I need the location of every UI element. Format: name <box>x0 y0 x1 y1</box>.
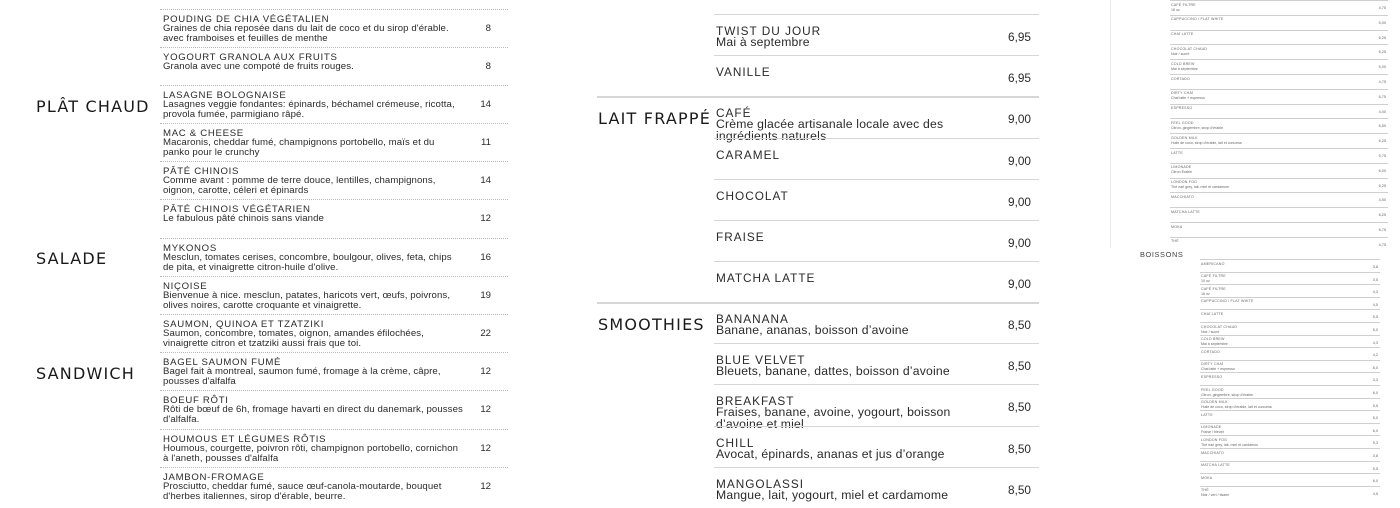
thumbnail-row <box>1170 89 1388 104</box>
item-description: Avocat, épinards, ananas et jus d’orange <box>716 447 945 461</box>
item-price: 12 <box>480 404 491 415</box>
thumbnail-row <box>1200 372 1380 385</box>
menu-item <box>714 343 1039 384</box>
thumbnail-item-price: 6,25 <box>1378 183 1386 188</box>
item-description: Rôti de bœuf de 6h, fromage havarti en direct du danemark, pousses d'alfalfa. <box>163 404 463 426</box>
menu-item <box>714 467 1039 508</box>
item-price: 11 <box>481 137 491 148</box>
thumbnail-row <box>1200 297 1380 310</box>
thumbnail-item-sub: Mai à septembre <box>1171 66 1198 71</box>
item-price: 6,95 <box>1008 30 1031 44</box>
thumbnail-item-sub: Thé earl grey, lait, miel et cardamom <box>1171 185 1230 190</box>
thumbnail-row <box>1200 335 1380 348</box>
thumbnail-item-sub: Huile de coco, sirop d'érable, lait et curcuma <box>1201 405 1272 410</box>
thumbnail-row <box>1200 272 1380 285</box>
menu-item <box>714 14 1039 55</box>
thumbnail-item-price: 5,0 <box>1372 328 1378 332</box>
thumbnail-item-sub: 16 oz <box>1201 291 1210 296</box>
item-price: 8,50 <box>1008 442 1031 456</box>
item-description: Mesclun, tomates cerises, concombre, boulgour, olives, feta, chips de pita, et vinaigrette citron-huile d'olive. <box>163 252 452 274</box>
thumbnail-item-name: CORTADO <box>1201 349 1221 354</box>
thumbnail-row <box>1170 59 1388 74</box>
item-price: 22 <box>480 328 491 339</box>
thumbnail-row <box>1170 222 1388 237</box>
thumbnail-row <box>1200 309 1380 322</box>
thumbnail-item-name: CAPPUCCINO / FLAT WHITE <box>1171 17 1224 22</box>
menu-item <box>160 123 508 161</box>
thumbnail-item-price: 5,00 <box>1378 65 1386 70</box>
thumbnail-item-name: MOKA <box>1171 224 1183 229</box>
thumbnail-row <box>1170 118 1388 133</box>
thumbnail-item-name: MATCHA LATTE <box>1171 209 1201 214</box>
drinks-menu-panel <box>590 0 1050 500</box>
item-description: Bagel fait à montreal, saumon fumé, fromage à la crème, câpre, pousses d'alfalfa <box>163 366 441 388</box>
thumbnail-item-price: 5,3 <box>1372 441 1378 446</box>
thumbnail-item-price: 6,0 <box>1372 391 1378 395</box>
thumbnail-item-name: MOKA <box>1201 475 1213 480</box>
thumbnail-item-sub: Fraise / bleuet <box>1201 430 1224 435</box>
thumbnail-item-sub: 10 oz <box>1201 279 1210 284</box>
thumbnail-row <box>1200 486 1380 499</box>
item-description: Crème glacée artisanale locale avec des ingrédients naturels <box>716 117 944 143</box>
section-title: SMOOTHIES <box>598 315 705 334</box>
menu-item <box>160 314 508 352</box>
thumbnail-row <box>1200 435 1380 448</box>
item-price: 8,50 <box>1008 400 1031 414</box>
thumbnail-item-sub: 16 oz <box>1171 7 1180 12</box>
thumbnail-item-sub: Citron, gingembre, sirop d'érable <box>1201 392 1254 397</box>
thumbnail-row <box>1170 44 1388 59</box>
thumbnail-item-name: MACCHIATO <box>1171 194 1195 199</box>
item-name: BANANANA <box>716 312 789 326</box>
thumbnail-item-name: GOLDEN MILK <box>1201 400 1228 405</box>
thumbnail-row <box>1200 473 1380 486</box>
thumbnail-item-name: LIMONADE <box>1201 425 1222 430</box>
thumbnail-item-sub: Huile de coco, sirop d'érable, lait et curcuma <box>1171 140 1242 145</box>
item-price: 8,50 <box>1008 483 1031 497</box>
thumbnail-item-name: LATTE <box>1171 150 1183 155</box>
section-title: LAIT FRAPPÉ <box>598 109 712 128</box>
thumbnail-item-name: THÉ <box>1171 239 1179 244</box>
menu-item <box>714 96 1039 143</box>
section-title: SANDWICH <box>36 364 136 383</box>
thumbnail-item-price: 6,25 <box>1378 50 1386 55</box>
item-name: TWIST DU JOUR <box>716 24 822 38</box>
item-description: Macaronis, cheddar fumé, champignons portobello, maïs et du panko pour le crunchy <box>163 137 435 159</box>
menu-item <box>714 302 1039 343</box>
thumbnail-item-name: COLD BREW <box>1171 61 1195 66</box>
thumbnail-row <box>1170 148 1388 163</box>
thumbnail-item-name: CAFÉ FILTRE <box>1201 274 1226 279</box>
menu-item <box>160 276 508 314</box>
thumbnail-item-sub: Noir / vert / tisane <box>1201 493 1230 498</box>
thumbnail-item-sub: Thé earl grey, lait, miel et cardamon <box>1201 442 1259 447</box>
drinks-thumbnail-top <box>1110 0 1386 248</box>
thumbnail-item-price: 3,8 <box>1372 454 1378 458</box>
thumbnail-item-name: GOLDEN MILK <box>1171 135 1198 140</box>
section-title: PLÂT CHAUD <box>36 97 150 116</box>
menu-item <box>714 220 1039 261</box>
item-description: Prosciutto, cheddar fumé, sauce œuf-canola-moutarde, bouquet d'herbes italiennes, sirop d'érable, beurre. <box>163 481 442 503</box>
menu-item <box>714 261 1039 302</box>
thumbnail-row <box>1200 360 1380 373</box>
thumbnail-row <box>1200 385 1380 398</box>
thumbnail-item-sub: Noir / sucré <box>1171 51 1190 56</box>
thumbnail-row <box>1170 163 1388 178</box>
menu-item <box>160 85 508 123</box>
thumbnail-item-name: CAFÉ FILTRE <box>1171 2 1196 7</box>
thumbnail-item-price: 6,0 <box>1372 365 1378 370</box>
thumbnail-row <box>1170 0 1388 15</box>
item-name: NIÇOISE <box>163 281 208 292</box>
thumbnail-row <box>1170 178 1388 193</box>
item-name: BREAKFAST <box>716 394 795 408</box>
thumbnail-item-name: LONDON FOG <box>1201 437 1228 442</box>
menu-item <box>714 426 1039 467</box>
thumbnail-item-sub: Chai latte + espresso <box>1201 367 1235 372</box>
item-price: 12 <box>480 481 491 492</box>
menu-item <box>714 384 1039 431</box>
thumbnail-row <box>1170 74 1388 89</box>
item-name: CHILL <box>716 436 755 450</box>
thumbnail-item-price: 4,3 <box>1372 340 1378 345</box>
thumbnail-item-price: 6,25 <box>1378 139 1386 144</box>
thumbnail-item-price: 6,75 <box>1378 94 1386 99</box>
menu-item <box>160 9 508 47</box>
thumbnail-item-price: 4,2 <box>1372 353 1378 358</box>
thumbnail-row <box>1170 192 1388 207</box>
item-name: HOUMOUS ET LÉGUMES RÔTIS <box>163 434 327 445</box>
thumbnail-item-price: 4,75 <box>1378 242 1386 247</box>
drinks-thumbnail-bottom <box>1200 258 1380 500</box>
item-price: 6,95 <box>1008 71 1031 85</box>
section-title: SALADE <box>36 249 108 268</box>
thumbnail-item-sub: Mai à septembre <box>1201 342 1228 347</box>
item-name: MATCHA LATTE <box>716 271 816 285</box>
thumbnail-item-name: ESPRESSO <box>1201 374 1223 379</box>
menu-item <box>160 47 508 85</box>
thumbnail-row <box>1200 398 1380 411</box>
item-price: 14 <box>480 175 491 186</box>
menu-item <box>714 138 1039 179</box>
item-price: 8,50 <box>1008 318 1031 332</box>
item-description: Saumon, concombre, tomates, oignon, amandes éfilochées, vinaigrette citron et tzatziki aussi frais que toi. <box>163 328 424 350</box>
item-name: JAMBON-FROMAGE <box>163 472 265 483</box>
menu-item <box>160 199 508 238</box>
thumbnail-item-name: MACCHIATO <box>1201 450 1225 455</box>
item-price: 19 <box>480 290 491 301</box>
item-name: YOGOURT GRANOLA AUX FRUITS <box>163 52 338 63</box>
item-price: 8,50 <box>1008 359 1031 373</box>
thumbnail-item-name: CAPPUCCINO / FLAT WHITE <box>1201 299 1254 304</box>
item-description: Comme avant : pomme de terre douce, lentilles, champignons, oignon, carotte, céleri et épinards <box>163 175 436 197</box>
thumbnail-item-price: 5,0 <box>1372 416 1378 421</box>
thumbnail-row <box>1200 461 1380 474</box>
item-name: SAUMON, QUINOA ET TZATZIKI <box>163 319 325 330</box>
thumbnail-item-price: 5,5 <box>1372 403 1378 408</box>
thumbnail-item-price: 6,0 <box>1372 479 1378 484</box>
item-name: CAFÉ <box>716 106 752 120</box>
item-name: VANILLE <box>716 65 771 79</box>
item-name: MYKONOS <box>163 243 217 254</box>
item-description: Bienvenue à nice. mesclun, patates, haricots vert, œufs, poivrons, olives noires, carotte croquante et vinaigrette. <box>163 290 451 312</box>
item-name: BOEUF RÔTI <box>163 395 229 406</box>
item-description: Mai à septembre <box>716 35 810 49</box>
item-price: 12 <box>480 366 491 377</box>
menu-item <box>160 352 508 390</box>
menu-item <box>160 390 508 429</box>
thumbnail-item-name: LIMONADE <box>1171 165 1192 170</box>
thumbnail-item-sub: Citron Érable <box>1171 170 1192 175</box>
thumbnail-item-name: FEEL GOOD <box>1201 387 1224 392</box>
menu-item <box>160 429 508 467</box>
item-description: Houmous, courgette, poivron rôti, champignon portobello, cornichon à l'aneth, pousses d'alfalfa <box>163 443 459 465</box>
item-name: FRAISE <box>716 230 765 244</box>
thumbnail-item-name: DIRTY CHAÏ <box>1171 91 1194 96</box>
thumbnail-item-price: 6,75 <box>1378 228 1386 232</box>
thumbnail-item-price: 5,75 <box>1378 154 1386 158</box>
item-price: 14 <box>480 99 491 110</box>
thumbnail-item-name: CORTADO <box>1171 76 1191 81</box>
item-price: 9,00 <box>1008 154 1031 168</box>
thumbnail-item-sub: Noir / sucré <box>1201 329 1220 334</box>
thumbnail-item-name: THÉ <box>1201 488 1209 493</box>
thumbnail-item-name: LONDON FOG <box>1171 180 1198 185</box>
thumbnail-item-price: 5,5 <box>1372 315 1378 320</box>
thumbnail-item-name: COLD BREW <box>1201 337 1225 342</box>
item-price: 12 <box>480 443 491 454</box>
thumbnail-item-price: 6,00 <box>1378 168 1386 173</box>
thumbnail-item-price: 3,8 <box>1372 265 1378 269</box>
thumbnail-item-price: 5,5 <box>1372 466 1378 471</box>
thumbnail-item-price: 6,25 <box>1378 35 1386 40</box>
item-name: CARAMEL <box>716 148 781 162</box>
item-name: BAGEL SAUMON FUMÉ <box>163 357 282 368</box>
thumbnail-label-boissons: BOISSONS <box>1140 250 1184 259</box>
thumbnail-item-name: FEEL GOOD <box>1171 120 1194 125</box>
item-name: PÂTÉ CHINOIS VÉGÉTARIEN <box>163 204 311 215</box>
thumbnail-item-name: LATTE <box>1201 412 1213 417</box>
item-price: 8 <box>485 61 491 72</box>
menu-item <box>160 161 508 199</box>
item-description: Le fabulous pâté chinois sans viande <box>163 213 324 224</box>
item-description: Fraises, banane, avoine, yogourt, boisson d’avoine et miel <box>716 405 951 431</box>
thumbnail-row <box>1170 15 1388 30</box>
thumbnail-item-name: CHOCOLAT CHAUD <box>1201 324 1238 329</box>
item-name: POUDING DE CHIA VÉGÉTALIEN <box>163 14 330 25</box>
thumbnail-row <box>1200 448 1380 461</box>
menu-item <box>160 238 508 276</box>
item-name: PÂTÉ CHINOIS <box>163 166 240 177</box>
item-price: 16 <box>480 252 491 263</box>
thumbnail-item-price: 4,50 <box>1378 198 1386 203</box>
item-description: Mangue, lait, yogourt, miel et cardamome <box>716 488 949 502</box>
thumbnail-item-price: 4,75 <box>1378 6 1386 10</box>
item-price: 9,00 <box>1008 195 1031 209</box>
thumbnail-row <box>1170 133 1388 148</box>
thumbnail-row <box>1200 284 1380 297</box>
item-description: Granola avec une compoté de fruits rouges. <box>163 61 354 72</box>
thumbnail-item-name: MATCHA LATTE <box>1201 463 1231 468</box>
item-name: MAC & CHEESE <box>163 128 244 139</box>
thumbnail-row <box>1200 322 1380 335</box>
thumbnail-item-price: 3,5 <box>1372 277 1378 282</box>
food-menu-panel <box>0 0 520 503</box>
menu-item <box>714 179 1039 220</box>
thumbnail-item-name: DIRTY CHAÏ <box>1201 362 1224 367</box>
item-description: Banane, ananas, boisson d’avoine <box>716 323 909 337</box>
thumbnail-item-name: CHOCOLAT CHAUD <box>1171 46 1208 51</box>
thumbnail-item-price: 4,3 <box>1372 290 1378 295</box>
thumbnail-item-price: 4,5 <box>1372 491 1378 496</box>
thumbnail-edge <box>1110 0 1111 248</box>
menu-item <box>714 55 1039 96</box>
item-price: 9,00 <box>1008 277 1031 291</box>
thumbnail-item-sub: Citron, gingembre, sirop d'érable <box>1171 125 1224 130</box>
item-price: 8 <box>485 23 491 34</box>
thumbnail-row <box>1170 207 1388 222</box>
thumbnail-row <box>1200 347 1380 360</box>
item-description: Bleuets, banane, dattes, boisson d’avoine <box>716 364 950 378</box>
item-price: 9,00 <box>1008 112 1031 126</box>
menu-item <box>160 467 508 505</box>
thumbnail-row <box>1170 30 1388 45</box>
thumbnail-item-price: 5,00 <box>1378 20 1386 25</box>
thumbnail-item-price: 4,00 <box>1378 109 1386 114</box>
item-price: 12 <box>480 213 491 224</box>
thumbnail-item-name: CHAÏ LATTE <box>1201 311 1224 316</box>
thumbnail-row <box>1170 104 1388 119</box>
thumbnail-item-price: 6,50 <box>1378 124 1386 129</box>
thumbnail-item-sub: Chai latte + espresso <box>1171 96 1205 101</box>
thumbnail-row <box>1200 259 1380 272</box>
thumbnail-item-name: AMERICANO <box>1201 261 1225 266</box>
thumbnail-row <box>1200 410 1380 423</box>
item-name: BLUE VELVET <box>716 353 806 367</box>
item-price: 9,00 <box>1008 236 1031 250</box>
thumbnail-item-price: 4,75 <box>1378 80 1386 84</box>
thumbnail-item-price: 4,5 <box>1372 302 1378 307</box>
thumbnail-row <box>1200 423 1380 436</box>
thumbnail-item-price: 6,0 <box>1372 428 1378 433</box>
item-name: MANGOLASSI <box>716 477 805 491</box>
thumbnail-item-name: CAFÉ FILTRE <box>1201 286 1226 291</box>
item-name: CHOCOLAT <box>716 189 789 203</box>
thumbnail-item-name: CHAÏ LATTE <box>1171 32 1194 37</box>
thumbnail-item-price: 3,3 <box>1372 378 1378 383</box>
thumbnail-row <box>1170 237 1388 252</box>
item-name: LASAGNE BOLOGNAISE <box>163 90 287 101</box>
item-description: Graines de chia reposée dans du lait de coco et du sirop d'érable. avec framboises et feuilles de menthe <box>163 23 449 45</box>
thumbnail-item-price: 6,25 <box>1378 213 1386 218</box>
item-description: Lasagnes veggie fondantes: épinards, béchamel crémeuse, ricotta, provola fumée, parmigiano râpé. <box>163 99 455 121</box>
thumbnail-item-name: ESPRESSO <box>1171 106 1193 111</box>
